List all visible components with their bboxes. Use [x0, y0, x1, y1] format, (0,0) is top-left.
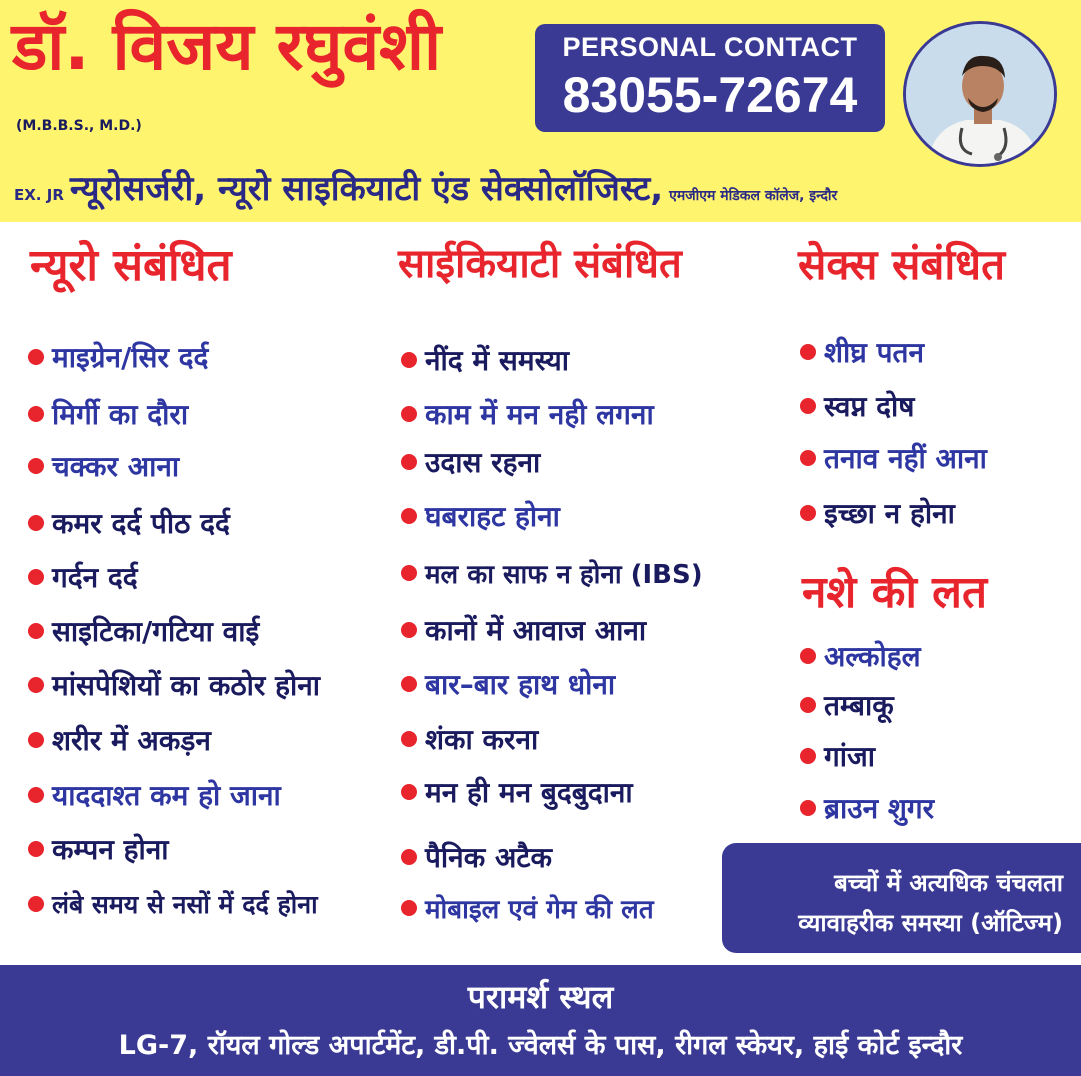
qualification-college: एमजीएम मेडिकल कॉलेज, इन्दौर — [669, 188, 838, 204]
red-dot-icon — [401, 676, 417, 692]
list-item: मिर्गी का दौरा — [28, 394, 188, 434]
red-dot-icon — [401, 622, 417, 638]
red-dot-icon — [800, 398, 816, 414]
red-dot-icon — [28, 623, 44, 639]
list-item: मांसपेशियों का कठोर होना — [28, 665, 320, 705]
red-dot-icon — [401, 508, 417, 524]
red-dot-icon — [800, 800, 816, 816]
red-dot-icon — [401, 784, 417, 800]
red-dot-icon — [28, 569, 44, 585]
autism-line-2: व्यावाहरीक समस्या (ऑटिज्म) — [798, 909, 1063, 937]
list-item: शंका करना — [401, 719, 538, 759]
sex-column — [798, 240, 1068, 290]
list-item: तम्बाकू — [800, 685, 894, 725]
list-item: घबराहट होना — [401, 496, 560, 536]
addiction-title: नशे की लत — [802, 567, 988, 618]
red-dot-icon — [28, 732, 44, 748]
list-item: माइग्रेन/सिर दर्द — [28, 337, 208, 377]
qualification-prefix: EX. JR — [14, 186, 64, 204]
list-item: कमर दर्द पीठ दर्द — [28, 503, 230, 543]
list-item: मन ही मन बुदबुदाना — [401, 772, 633, 812]
red-dot-icon — [401, 849, 417, 865]
list-item: बार–बार हाथ धोना — [401, 664, 615, 704]
list-item: तनाव नहीं आना — [800, 438, 987, 478]
contact-label: PERSONAL CONTACT — [562, 32, 858, 62]
neuro-column — [26, 240, 386, 293]
psych-title: साईकियाटी संबंधित — [398, 241, 682, 287]
contact-number[interactable]: 83055-72674 — [562, 67, 858, 123]
list-item: गर्दन दर्द — [28, 557, 138, 597]
list-item: याददाश्त कम हो जाना — [28, 775, 281, 815]
red-dot-icon — [28, 896, 44, 912]
red-dot-icon — [401, 565, 417, 581]
psych-column — [398, 240, 778, 288]
red-dot-icon — [28, 406, 44, 422]
sex-title: सेक्स संबंधित — [798, 240, 1006, 289]
qualification-line — [14, 164, 837, 214]
qualification-main: न्यूरोसर्जरी, न्यूरो साइकियाटी एंड सेक्सोलॉजिस्ट, — [69, 169, 664, 209]
list-item: ब्राउन शुगर — [800, 788, 934, 828]
list-item: पैनिक अटैक — [401, 837, 552, 877]
red-dot-icon — [800, 748, 816, 764]
red-dot-icon — [28, 458, 44, 474]
list-item: उदास रहना — [401, 442, 540, 482]
autism-box — [722, 843, 1081, 953]
red-dot-icon — [401, 406, 417, 422]
footer-address: LG-7, रॉयल गोल्ड अपार्टमेंट, डी.पी. ज्वेलर्स के पास, रीगल स्केयर, हाई कोर्ट इन्दौर — [118, 1030, 963, 1061]
list-item: नींद में समस्या — [401, 340, 569, 380]
list-item: शीघ्र पतन — [800, 332, 924, 372]
list-item: अल्कोहल — [800, 636, 921, 676]
list-item: चक्कर आना — [28, 446, 179, 486]
list-item: मोबाइल एवं गेम की लत — [401, 888, 654, 928]
contact-box — [535, 24, 885, 132]
list-item: मल का साफ न होना (IBS) — [401, 553, 703, 593]
doctor-name: डॉ. विजय रघुवंशी — [12, 8, 442, 85]
doctor-photo — [903, 21, 1057, 167]
red-dot-icon — [800, 344, 816, 360]
list-item: काम में मन नही लगना — [401, 394, 654, 434]
red-dot-icon — [28, 515, 44, 531]
red-dot-icon — [401, 454, 417, 470]
red-dot-icon — [800, 505, 816, 521]
list-item: शरीर में अकड़न — [28, 720, 211, 760]
header — [0, 0, 1081, 222]
list-item: गांजा — [800, 736, 875, 776]
red-dot-icon — [401, 352, 417, 368]
list-item: स्वप्न दोष — [800, 386, 914, 426]
red-dot-icon — [28, 349, 44, 365]
list-item: कम्पन होना — [28, 829, 169, 869]
red-dot-icon — [28, 841, 44, 857]
neuro-title: न्यूरो संबंधित — [30, 240, 232, 291]
list-item: कानों में आवाज आना — [401, 610, 646, 650]
red-dot-icon — [800, 697, 816, 713]
red-dot-icon — [401, 900, 417, 916]
red-dot-icon — [800, 450, 816, 466]
doctor-degree: (M.B.B.S., M.D.) — [16, 118, 142, 134]
footer — [0, 965, 1081, 1076]
list-item: लंबे समय से नसों में दर्द होना — [28, 884, 318, 924]
red-dot-icon — [28, 787, 44, 803]
red-dot-icon — [401, 731, 417, 747]
red-dot-icon — [28, 677, 44, 693]
doctor-portrait-icon — [906, 24, 1057, 167]
list-item: इच्छा न होना — [800, 493, 955, 533]
list-item: साइटिका/गटिया वाई — [28, 611, 259, 651]
autism-line-1: बच्चों में अत्यधिक चंचलता — [834, 869, 1063, 897]
red-dot-icon — [800, 648, 816, 664]
footer-title: परामर्श स्थल — [467, 978, 614, 1016]
